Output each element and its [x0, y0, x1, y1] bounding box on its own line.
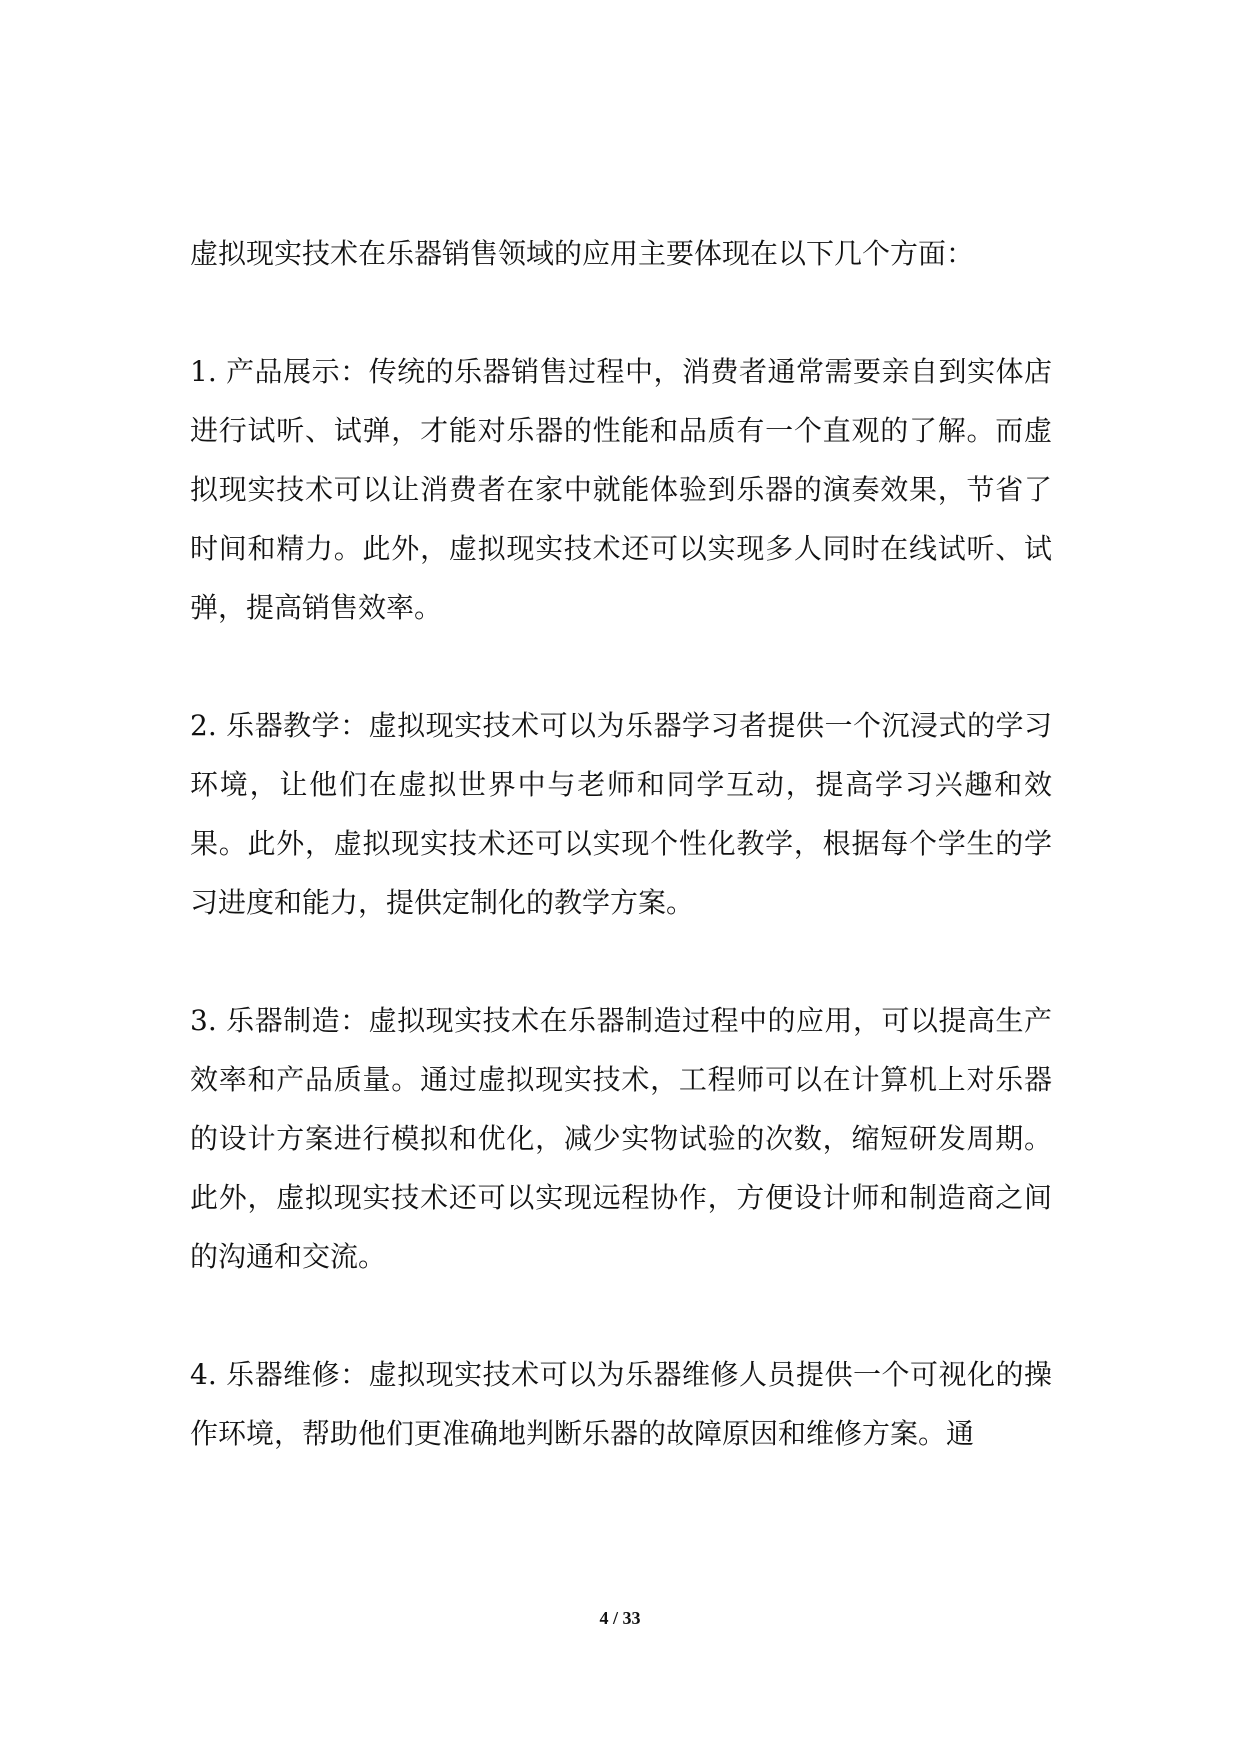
page-number: 4 / 33 [599, 1608, 641, 1628]
paragraph-product-display: 1. 产品展示：传统的乐器销售过程中，消费者通常需要亲自到实体店进行试听、试弹，才能对乐器的性能和品质有一个直观的了解。而虚拟现实技术可以让消费者在家中就能体验到乐器的演奏效果，节省了时间和精力。此外，虚拟现实技术还可以实现多人同时在线试听、试弹，提高销售效率。 [190, 355, 1052, 624]
paragraph-instrument-teaching: 2. 乐器教学：虚拟现实技术可以为乐器学习者提供一个沉浸式的学习环境，让他们在虚拟世界中与老师和同学互动，提高学习兴趣和效果。此外，虚拟现实技术还可以实现个性化教学，根据每个学生的学习进度和能力，提供定制化的教学方案。 [190, 709, 1052, 919]
intro-paragraph: 虚拟现实技术在乐器销售领域的应用主要体现在以下几个方面： [190, 237, 975, 270]
paragraph-instrument-repair: 4. 乐器维修：虚拟现实技术可以为乐器维修人员提供一个可视化的操作环境，帮助他们更准确地判断乐器的故障原因和维修方案。通 [190, 1358, 1052, 1450]
paragraph-instrument-manufacturing: 3. 乐器制造：虚拟现实技术在乐器制造过程中的应用，可以提高生产效率和产品质量。通过虚拟现实技术，工程师可以在计算机上对乐器的设计方案进行模拟和优化，减少实物试验的次数，缩短研发周期。此外，虚拟现实技术还可以实现远程协作，方便设计师和制造商之间的沟通和交流。 [190, 1004, 1052, 1273]
document-body [190, 224, 1052, 1522]
